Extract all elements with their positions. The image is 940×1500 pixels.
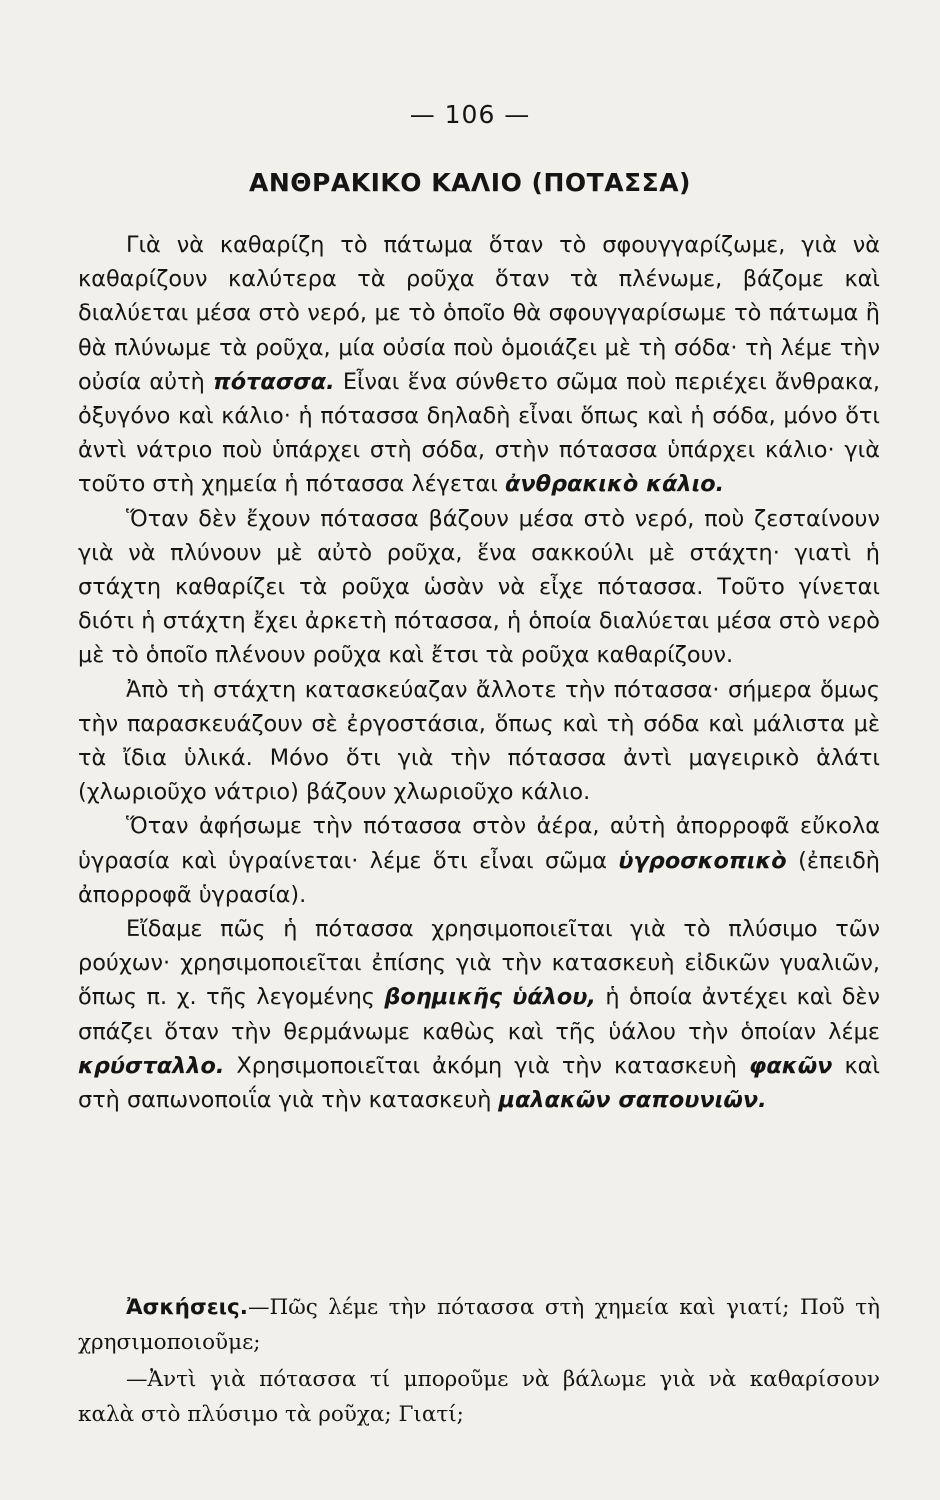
text-run: —Πῶς λέμε τὴν πότασσα στὴ χημεία καὶ γιατί; Ποῦ τὴ χρησιμοποιοῦμε; [78,1295,880,1355]
body-text [78,228,880,1117]
term: ὑγροσκοπικὸ [618,847,787,874]
text-run: Χρησιμοποιεῖται ἀκόμη γιὰ τὴν κατασκευὴ [224,1052,749,1079]
text-run: Γιὰ νὰ καθαρίζη τὸ πάτωμα ὅταν τὸ σφουγγαρίζωμε, γιὰ νὰ καθαρίζουν καλύτερα τὰ ροῦχα ὅταν τὰ πλένωμε, βάζομε καὶ διαλύεται μέσα στὸ νερό, με τὸ ὁποῖο θὰ σφουγγαρίσωμε τὸ πάτωμα ἢ θὰ πλύνωμε τὰ ροῦχα, μία οὐσία ποὺ ὁμοιάζει μὲ τὴ σόδα· τὴ λέμε τὴν οὐσία αὐτὴ [78,232,880,395]
text-run: Ὅταν δὲν ἔχουν πότασσα βάζουν μέσα στὸ νερό, ποὺ ζεσταίνουν γιὰ νὰ πλύνουν μὲ αὐτὸ ροῦχα, ἕνα σακκούλι μὲ στάχτη· γιατὶ ἡ στάχτη καθαρίζει τὰ ροῦχα ὡσὰν νὰ εἶχε πότασσα. Τοῦτο γίνεται διότι ἡ στάχτη ἔχει ἀρκετὴ πότασσα, ἡ ὁποία διαλύεται μέσα στὸ νερὸ μὲ τὸ ὁποῖο πλένουν ροῦχα καὶ ἔτσι τὰ ροῦχα καθαρίζουν. [78,505,880,669]
exercise-question [78,1290,880,1360]
exercise-question [78,1362,880,1432]
term: μαλακῶν σαπουνιῶν. [498,1087,767,1114]
text-run: καὶ στὴ σαπωνοποιΐα γιὰ τὴν κατασκευὴ [78,1052,880,1114]
page-number: — 106 — [409,100,531,129]
text-run: Εἶναι ἕνα σύνθετο σῶμα ποὺ περιέχει ἄνθρακα, ὀξυγόνο καὶ κάλιο· ἡ πότασσα δηλαδὴ εἶναι ὅπως καὶ ἡ σόδα, μόνο ὅτι ἀντὶ νάτριο ποὺ ὑπάρχει στὴ σόδα, στὴν πότασσα ὑπάρχει κάλιο· γιὰ τοῦτο στὴ χημεία ἡ πότασσα λέγεται [78,368,880,498]
term: πότασσα. [213,368,335,395]
term: φακῶν [748,1052,833,1079]
text-run: Ἀπὸ τὴ στάχτη κατασκεύαζαν ἄλλοτε τὴν πότασσα· σήμερα ὅμως τὴν παρασκευάζουν σὲ ἐργοστάσια, ὅπως καὶ τὴ σόδα καὶ μάλιστα μὲ τὰ ἴδια ὑλικά. Μόνο ὅτι γιὰ τὴν πότασσα ἀντὶ μαγειρικὸ ἁλάτι (χλωριοῦχο νάτριο) βάζουν χλωριοῦχο κάλιο. [78,676,880,806]
term: ἀνθρακικὸ κάλιο. [504,471,725,498]
paragraph [78,809,880,912]
exercises-label: Ἀσκήσεις. [126,1295,248,1320]
text-run: (ἐπειδὴ ἀπορροφᾶ ὑγρασία). [78,847,880,908]
paragraph [78,502,880,673]
text-run: Ὅταν ἀφήσωμε τὴν πότασσα στὸν ἀέρα, αὐτὴ ἀπορροφᾶ εὔκολα ὑγρασία καὶ ὑγραίνεται· λέμε ὅτι εἶναι σῶμα [78,813,880,874]
chapter-title: ΑΝΘΡΑΚΙΚΟ ΚΑΛΙΟ (ΠΟΤΑΣΣΑ) [249,168,691,197]
text-run: Εἴδαμε πῶς ἡ πότασσα χρησιμοποιεῖται γιὰ τὸ πλύσιμο τῶν ρούχων· χρησιμοποιεῖται ἐπίσης γιὰ τὴν κατασκευὴ εἰδικῶν γυαλιῶν, ὅπως π. χ. τῆς λεγομένης [78,916,880,1011]
exercises-section [78,1290,880,1434]
paragraph [78,228,880,502]
text-run: ἡ ὁποία ἀντέχει καὶ δὲν σπάζει ὅταν τὴν θερμάνωμε καθὼς καὶ τῆς ὑάλου τὴν ὁποίαν λέμε [78,984,881,1045]
paragraph [78,912,880,1117]
text-run: —Ἀντὶ γιὰ πότασσα τί μποροῦμε νὰ βάλωμε γιὰ νὰ καθαρίσουν καλὰ στὸ πλύσιμο τὰ ροῦχα; Γιατί; [78,1367,880,1427]
term: κρύσταλλο. [78,1052,225,1079]
paragraph [78,673,880,810]
term: βοημικῆς ὑάλου, [384,984,596,1011]
